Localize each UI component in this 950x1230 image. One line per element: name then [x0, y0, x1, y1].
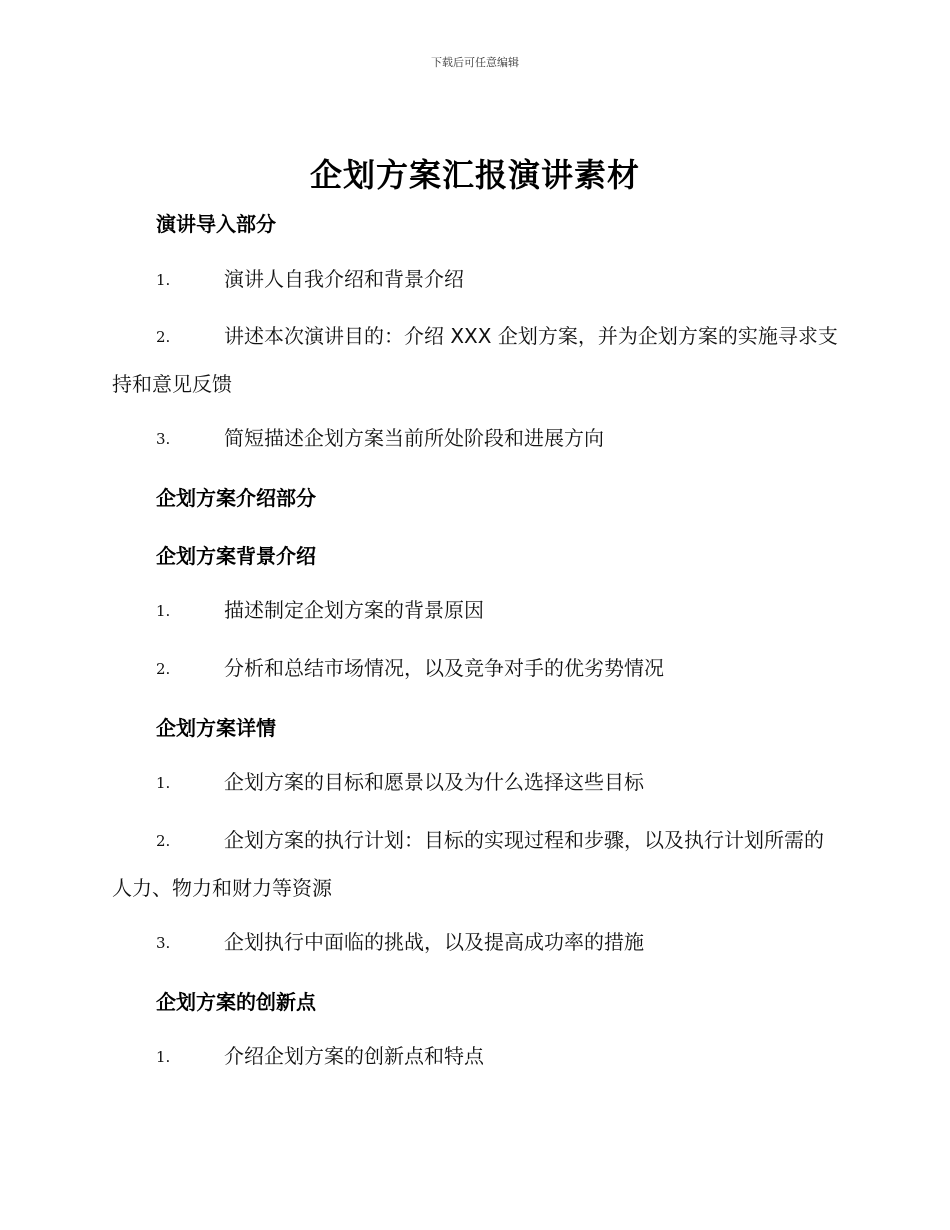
section-heading-details: 企划方案详情	[156, 716, 276, 740]
list-item-number: 1.	[156, 1048, 171, 1066]
list-item-number: 1.	[156, 774, 171, 792]
list-item	[112, 586, 842, 634]
list-item-text: 企划方案的目标和愿景以及为什么选择这些目标	[224, 770, 644, 794]
list-item-number: 3.	[156, 430, 171, 448]
list-item-text: 企划执行中面临的挑战，以及提高成功率的措施	[224, 930, 644, 954]
list-item	[112, 816, 842, 912]
list-item	[112, 644, 842, 692]
list-item	[112, 312, 842, 408]
list-item	[112, 414, 842, 462]
list-item-text: 分析和总结市场情况，以及竞争对手的优劣势情况	[224, 656, 664, 680]
list-item-text: 讲述本次演讲目的：介绍 XXX 企划方案，并为企划方案的实施寻求支持和意见反馈	[112, 324, 838, 396]
section-heading-innovation: 企划方案的创新点	[156, 990, 316, 1014]
list-item-number: 2.	[156, 660, 171, 678]
list-item-text: 企划方案的执行计划：目标的实现过程和步骤，以及执行计划所需的人力、物力和财力等资源	[112, 828, 824, 900]
list-item-text: 介绍企划方案的创新点和特点	[224, 1044, 484, 1068]
list-item	[112, 1032, 842, 1080]
section-heading-background: 企划方案背景介绍	[156, 544, 316, 568]
list-item	[112, 758, 842, 806]
list-item-text: 描述制定企划方案的背景原因	[224, 598, 484, 622]
page-header-note: 下载后可任意编辑	[431, 56, 519, 69]
document-title: 企划方案汇报演讲素材	[309, 156, 640, 194]
list-item-number: 2.	[156, 832, 171, 850]
list-item-number: 3.	[156, 934, 171, 952]
list-item-number: 1.	[156, 602, 171, 620]
list-item	[112, 255, 842, 303]
list-item-text: 简短描述企划方案当前所处阶段和进展方向	[224, 426, 604, 450]
list-item-number: 2.	[156, 328, 171, 346]
list-item-number: 1.	[156, 271, 171, 289]
section-heading-intro: 演讲导入部分	[156, 212, 276, 236]
list-item-text: 演讲人自我介绍和背景介绍	[224, 267, 464, 291]
section-heading-proposal-intro: 企划方案介绍部分	[156, 486, 316, 510]
list-item	[112, 918, 842, 966]
